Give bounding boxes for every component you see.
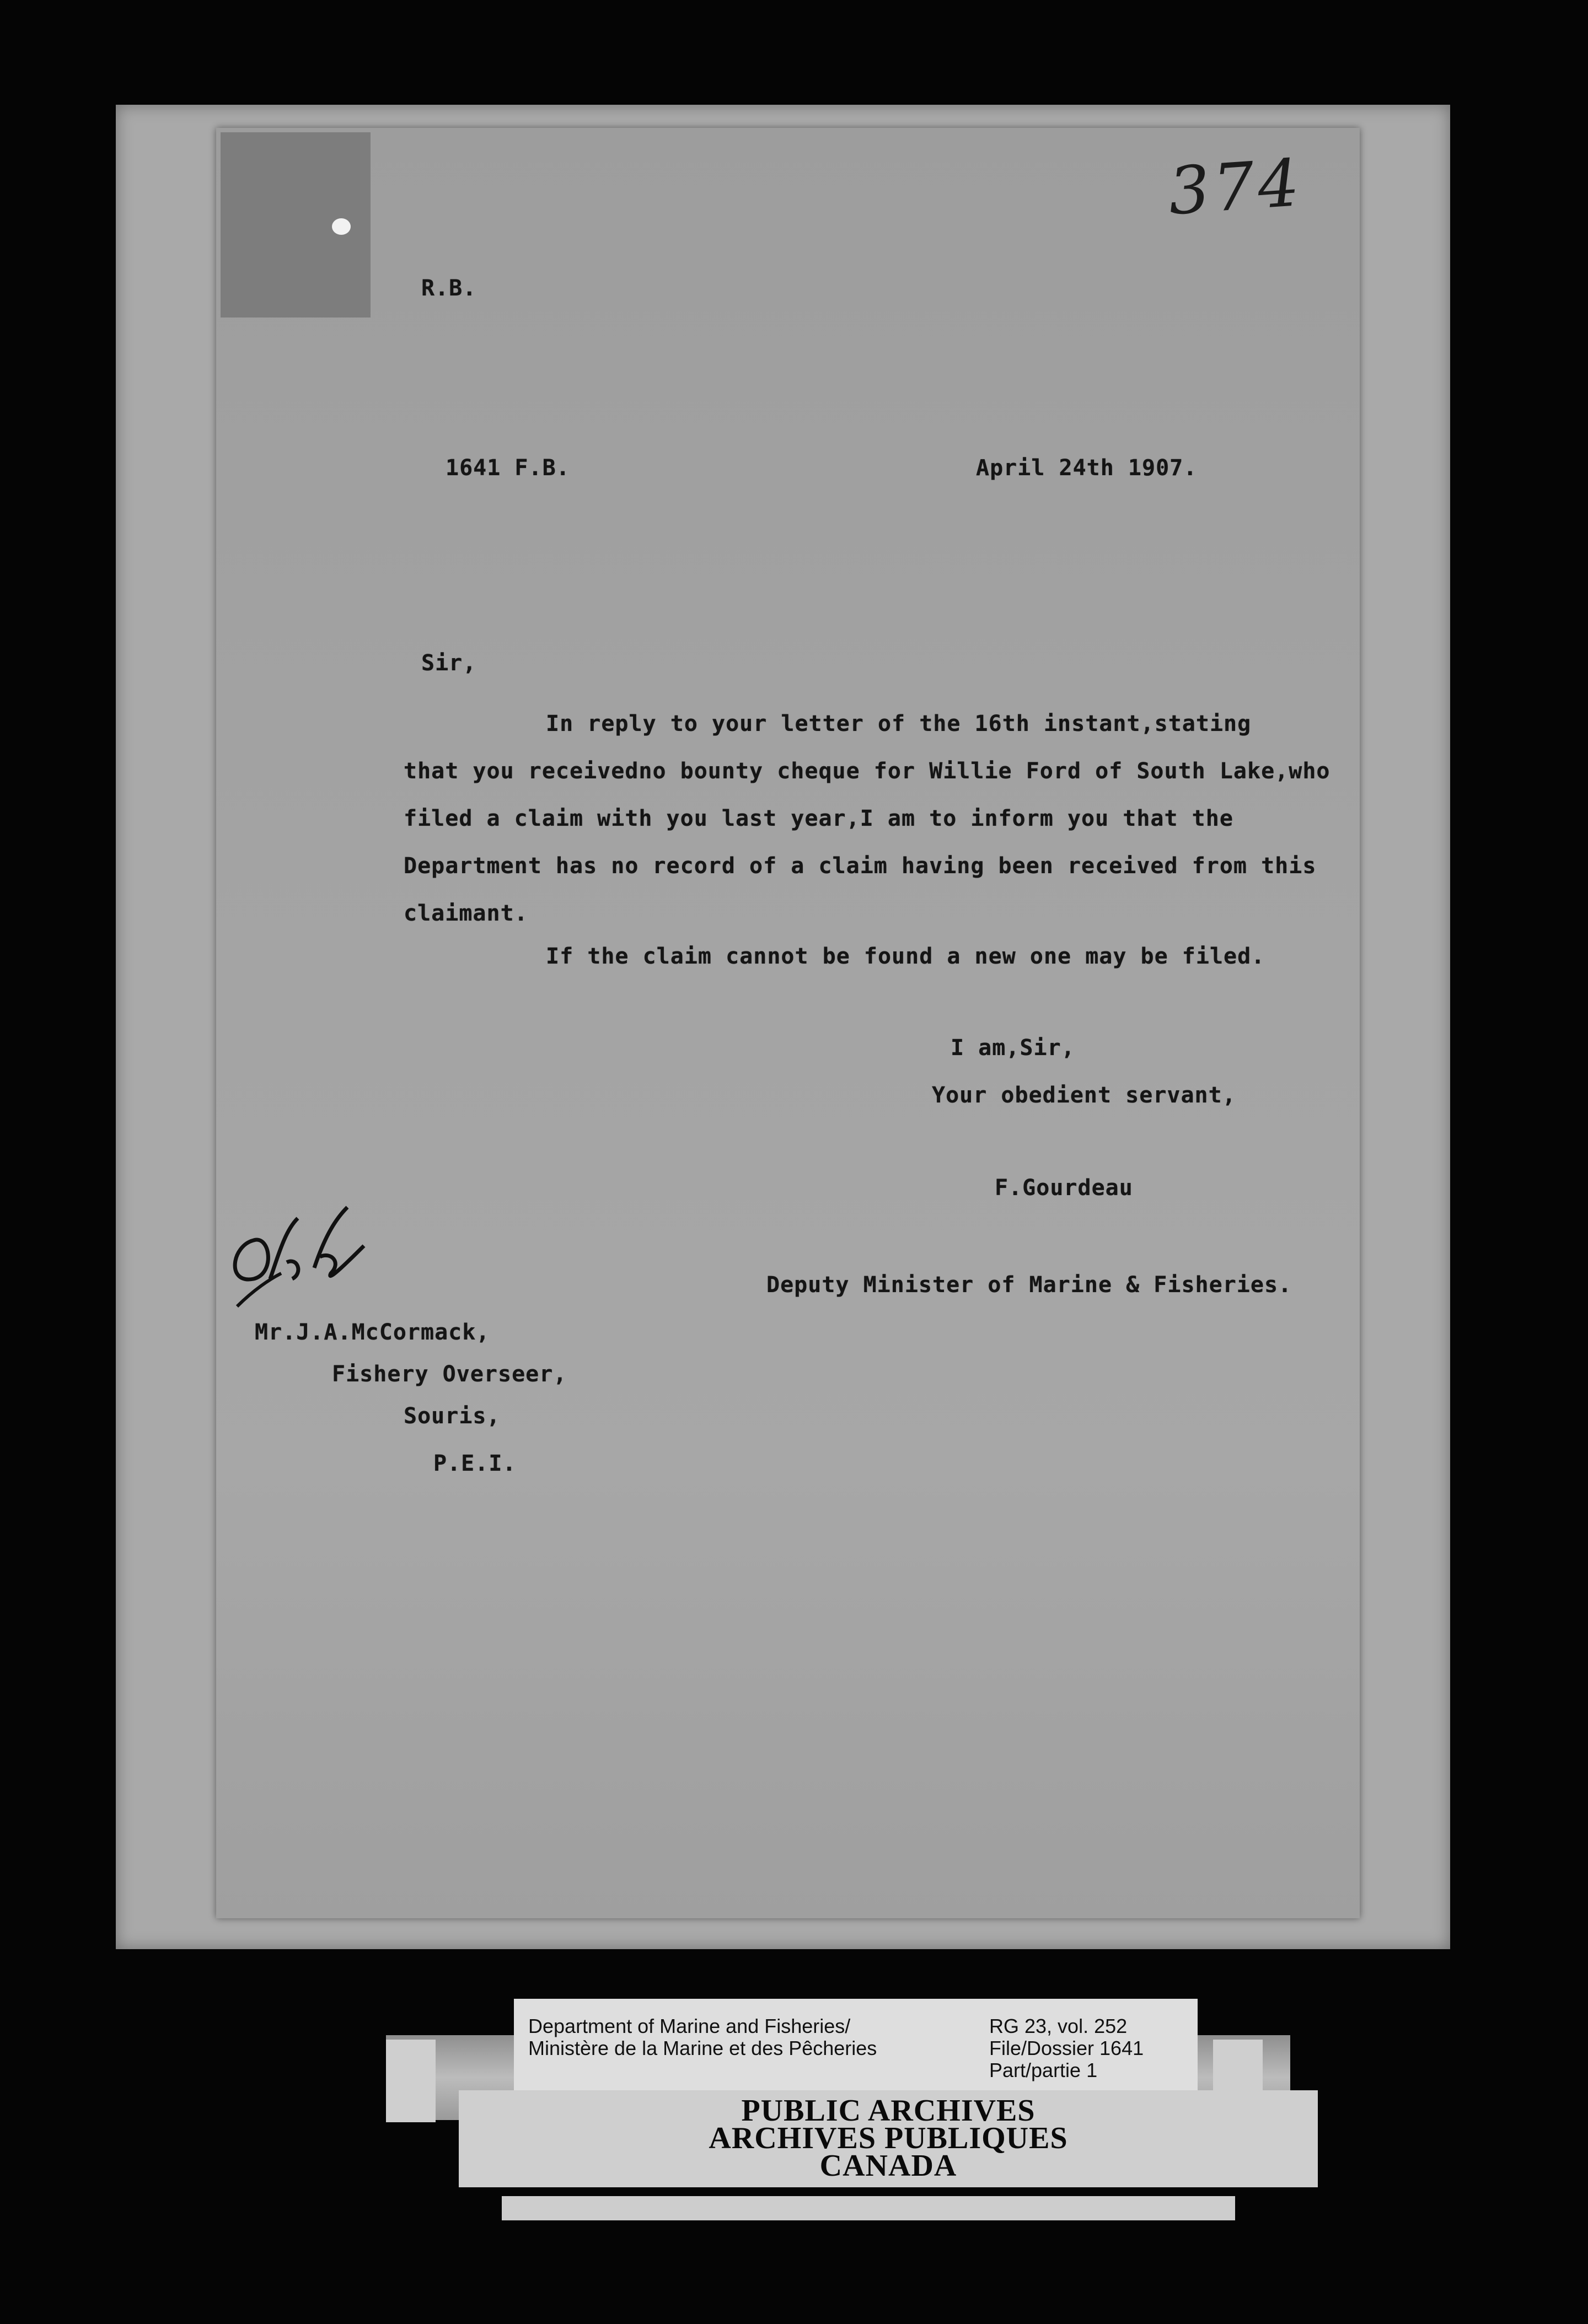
sign-off-line: Your obedient servant, [932, 1083, 1236, 1108]
closing-line: If the claim cannot be found a new one may be filed. [546, 944, 1265, 969]
body-line: Department has no record of a claim having been received from this [404, 853, 1317, 879]
body-line: claimant. [404, 901, 528, 926]
letter-initials: R.B. [421, 276, 477, 301]
addressee-line: Mr.J.A.McCormack, [255, 1320, 490, 1345]
file-dossier-number: File/Dossier 1641 [989, 2037, 1144, 2059]
stamp-line: PUBLIC ARCHIVES [741, 2094, 1036, 2128]
part-number: Part/partie 1 [989, 2059, 1098, 2081]
sign-off-line: I am,Sir, [951, 1035, 1075, 1061]
record-group-volume: RG 23, vol. 252 [989, 2015, 1128, 2037]
fonds-name-en: Department of Marine and Fisheries/ [528, 2015, 851, 2037]
punch-hole [332, 218, 351, 235]
archive-page-number: 374 [1166, 144, 1305, 230]
salutation: Sir, [421, 650, 477, 676]
letter-date: April 24th 1907. [976, 455, 1198, 481]
label-band-cap-left [386, 2040, 436, 2122]
handwritten-initials-signature [221, 1196, 375, 1312]
signed-name: F.Gourdeau [995, 1175, 1133, 1201]
body-line: that you receivedno bounty cheque for Willie Ford of South Lake,who [404, 758, 1331, 784]
file-reference: 1641 F.B. [446, 455, 570, 481]
addressee-line: Souris, [404, 1403, 501, 1429]
body-line: In reply to your letter of the 16th instant,stating [546, 711, 1252, 736]
letter-page [216, 128, 1360, 1918]
stamp-lower-strip [502, 2196, 1235, 2220]
public-archives-stamp [459, 2090, 1318, 2187]
body-line: filed a claim with you last year,I am to inform you that the [404, 806, 1233, 831]
addressee-line: P.E.I. [433, 1451, 517, 1476]
stamp-line: ARCHIVES PUBLIQUES [709, 2121, 1068, 2155]
signer-title: Deputy Minister of Marine & Fisheries. [766, 1272, 1292, 1298]
fonds-name-fr: Ministère de la Marine et des Pêcheries [528, 2037, 877, 2059]
stamp-line: CANADA [819, 2149, 957, 2183]
addressee-line: Fishery Overseer, [332, 1362, 567, 1387]
